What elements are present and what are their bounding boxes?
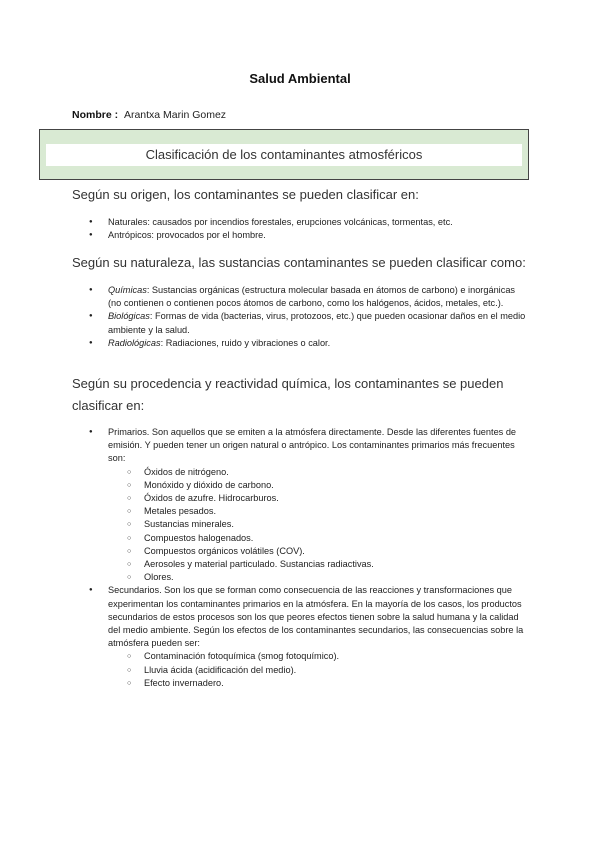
sub-list-item: ○ Olores. (108, 571, 528, 584)
term-text: : Radiaciones, ruido y vibraciones o calor. (160, 337, 331, 348)
provenance-list (72, 426, 528, 690)
term-text: : Sustancias orgánicas (estructura molecular basada en átomos de carbono) e inorgánicas (no contienen o contienen pocos átomos de carbono, como los halógenos, ácidos, metales, etc.). (108, 285, 516, 309)
name-label: Nombre : (72, 109, 119, 121)
primary-text: Primarios. Son aquellos que se emiten a la atmósfera directamente. Desde las diferentes fuentes de emisión. Y pueden tener un origen natural o antrópico. Los contaminantes primarios más frecuentes son: (108, 427, 517, 464)
sub-list-item: ○ Sustancias minerales. (108, 518, 528, 531)
list-item (72, 284, 528, 310)
heading-box-text: Clasificación de los contaminantes atmosféricos (46, 144, 522, 166)
secondary-sublist (108, 650, 528, 690)
origin-intro: Según su origen, los contaminantes se pueden clasificar en: (72, 187, 419, 202)
sub-list-item: ○ Óxidos de azufre. Hidrocarburos. (108, 492, 528, 505)
term-radiologicas: Radiológicas (108, 337, 161, 348)
sub-list-item: ○ Lluvia ácida (acidificación del medio). (108, 664, 528, 677)
nature-list (72, 284, 528, 350)
sub-list-item: ○ Metales pesados. (108, 505, 528, 518)
name-value: Arantxa Marin Gomez (123, 109, 227, 121)
sub-list-item: ○ Compuestos halogenados. (108, 532, 528, 545)
list-item: ● Naturales: causados por incendios forestales, erupciones volcánicas, tormentas, etc. (72, 216, 528, 229)
term-quimicas: Químicas (108, 285, 147, 295)
term-text: : Formas de vida (bacterias, virus, protozoos, etc.) que pueden ocasionar daños en el medio ambiente y la salud. (108, 311, 526, 335)
list-item-secondary (72, 584, 528, 690)
sub-list-item: ○ Aerosoles y material particulado. Sustancias radiactivas. (108, 558, 528, 571)
primary-sublist (108, 466, 528, 585)
list-item-primary (72, 426, 528, 584)
document-title: Salud Ambiental (249, 71, 351, 86)
secondary-text: Secundarios. Son los que se forman como consecuencia de las reacciones y transformaciones que experimentan los contaminantes primarios en la atmósfera. En la mayoría de los casos, los productos secundarios de estos procesos son los que peores efectos tienen sobre la salud humana y la calidad del medio ambiente. Según los efectos de los contaminantes secundarios, las consecuencias sobre la atmósfera pueden ser: (108, 585, 524, 649)
sub-list-item: ○ Contaminación fotoquímica (smog fotoquímico). (108, 650, 528, 663)
sub-list-item: ○ Compuestos orgánicos volátiles (COV). (108, 545, 528, 558)
origin-list (72, 216, 528, 242)
term-biologicas: Biológicas (108, 311, 150, 322)
sub-list-item: ○ Efecto invernadero. (108, 677, 528, 690)
name-line (72, 109, 226, 121)
list-item (72, 310, 528, 336)
sub-list-item: ○ Óxidos de nitrógeno. (108, 466, 528, 479)
provenance-intro: Según su procedencia y reactividad química, los contaminantes se pueden clasificar en: (72, 376, 504, 413)
list-item (72, 337, 528, 350)
heading-box (39, 129, 529, 180)
sub-list-item: ○ Monóxido y dióxido de carbono. (108, 479, 528, 492)
nature-intro: Según su naturaleza, las sustancias contaminantes se pueden clasificar como: (72, 255, 526, 270)
list-item: ● Antrópicos: provocados por el hombre. (72, 229, 528, 242)
